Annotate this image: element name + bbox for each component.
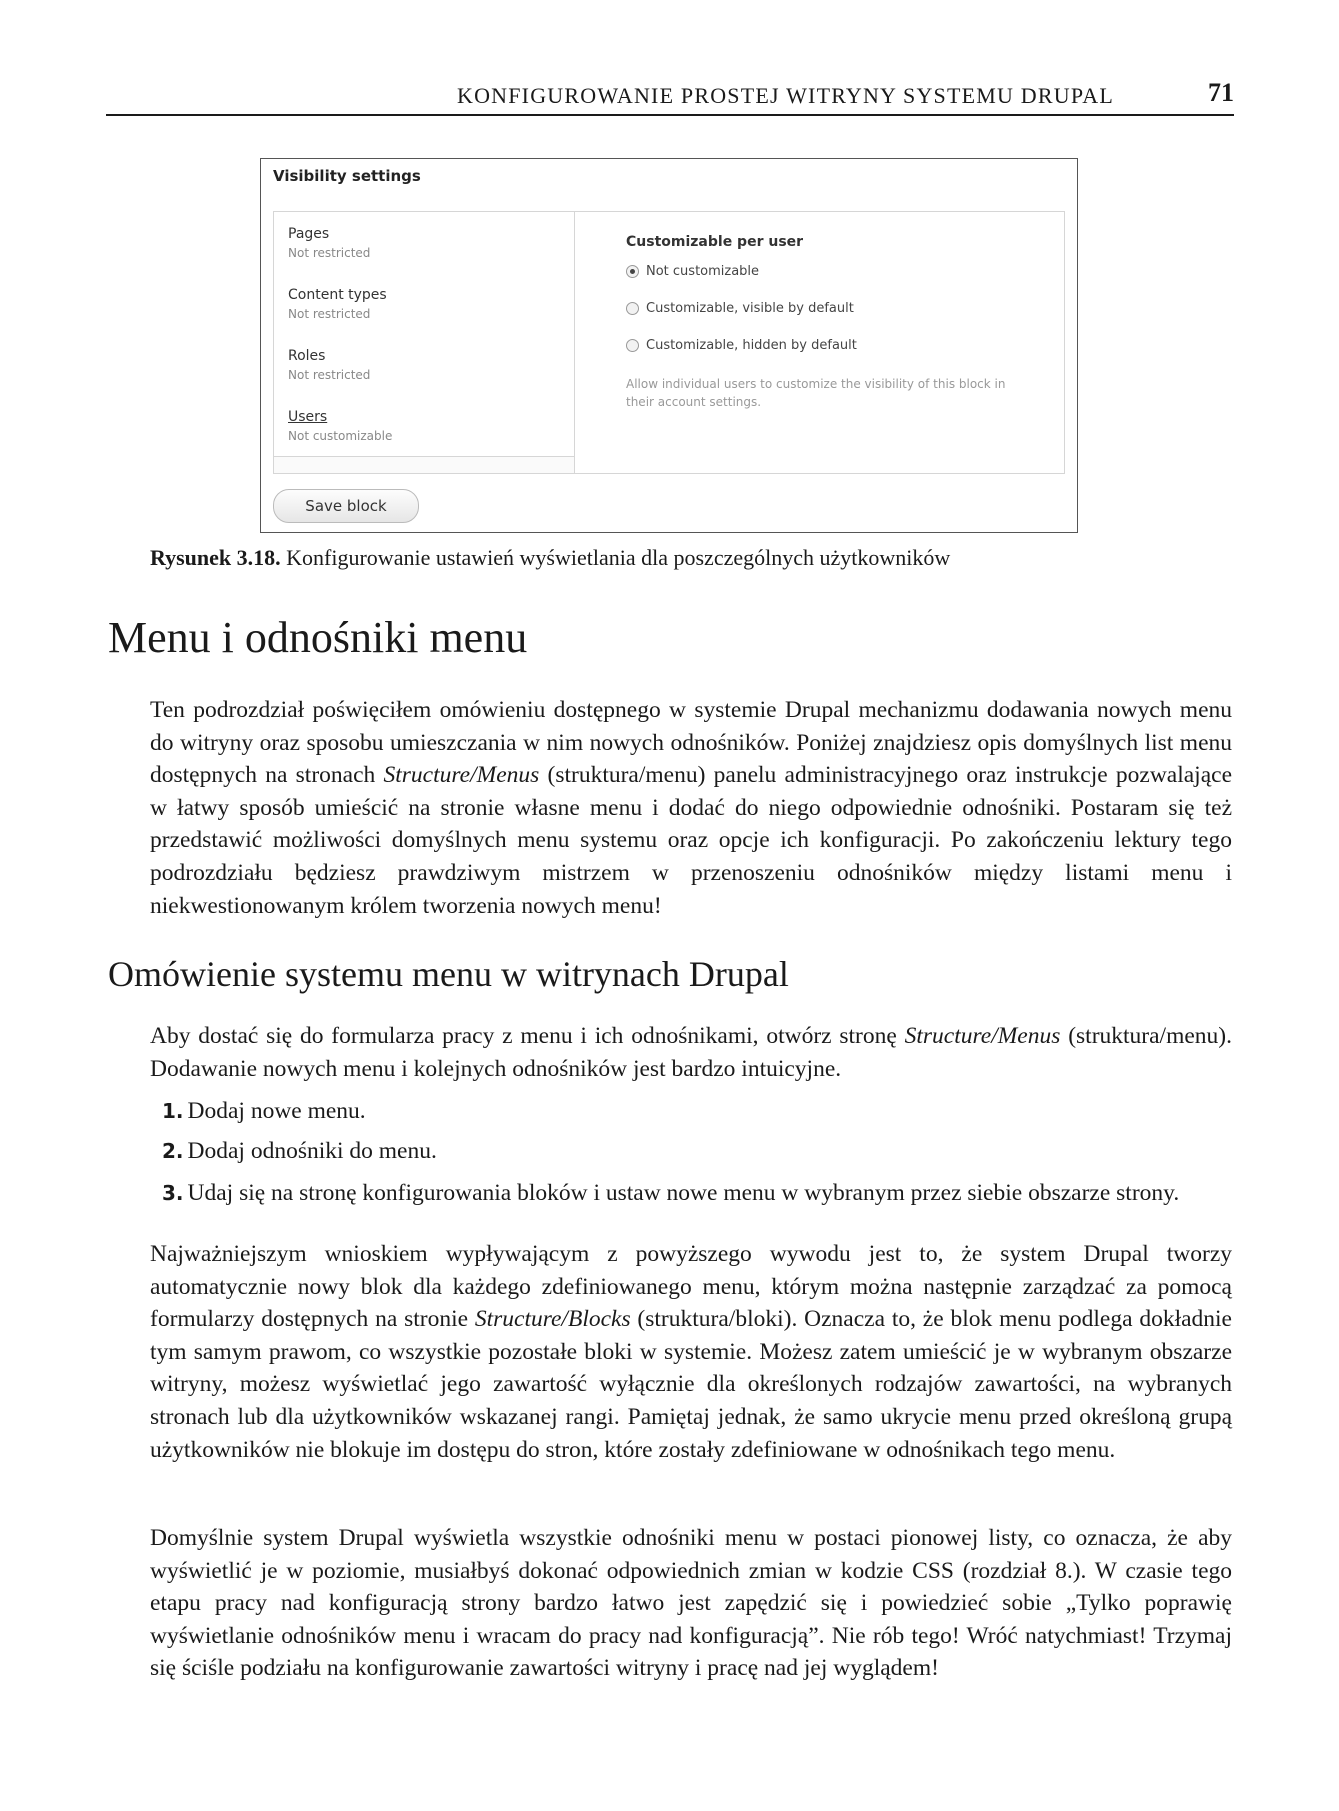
list-item <box>162 1098 366 1125</box>
tab-roles[interactable] <box>274 334 574 396</box>
radio-hidden-by-default[interactable] <box>626 338 1046 375</box>
tab-pages[interactable] <box>274 212 574 274</box>
list-item-number: 1. <box>162 1099 184 1123</box>
list-item <box>162 1180 1179 1207</box>
radio-not-customizable[interactable] <box>626 264 1046 301</box>
subsection-intro-paragraph: Aby dostać się do formularza pracy z menu i ich odnośnikami, otwórz stronę Structure/Menus (struktura/menu). Dodawanie nowych menu i kolejnych odnośników jest bardzo intuicyjne. <box>150 1023 1232 1082</box>
radio-button[interactable] <box>626 302 639 315</box>
tab-summary: Not customizable <box>288 429 393 443</box>
caption-label: Rysunek 3.18. <box>150 545 281 570</box>
tab-summary: Not restricted <box>288 307 371 321</box>
radio-label: Customizable, hidden by default <box>646 338 857 353</box>
list-item-text: Dodaj nowe menu. <box>187 1098 366 1124</box>
tab-summary: Not restricted <box>288 246 371 260</box>
vertical-tabs <box>273 211 1065 474</box>
tab-users[interactable] <box>274 395 574 457</box>
list-item-number: 3. <box>162 1181 184 1205</box>
subsection-title: Omówienie systemu menu w witrynach Drupal <box>108 954 789 994</box>
pane-description: Allow individual users to customize the visibility of this block in their account settings. <box>626 377 1006 409</box>
caption-text: Konfigurowanie ustawień wyświetlania dla poszczególnych użytkowników <box>286 545 951 570</box>
figure-caption <box>150 545 950 571</box>
save-block-button[interactable]: Save block <box>273 489 419 523</box>
page-header <box>106 78 1234 116</box>
section-title: Menu i odnośniki menu <box>108 613 528 662</box>
page-number: 71 <box>1208 78 1234 107</box>
list-item-text: Udaj się na stronę konfigurowania bloków i ustaw nowe menu w wybranym przez siebie obszarze strony. <box>187 1180 1180 1206</box>
radio-button[interactable] <box>626 265 639 278</box>
radio-label: Customizable, visible by default <box>646 301 854 316</box>
tab-content-types[interactable] <box>274 273 574 335</box>
radio-label: Not customizable <box>646 264 760 279</box>
figure-screenshot <box>260 158 1078 533</box>
pane-title: Customizable per user <box>626 234 804 250</box>
tab-summary: Not restricted <box>288 368 371 382</box>
tab-title: Content types <box>288 287 387 303</box>
tab-pane-users <box>626 234 1046 411</box>
tab-title: Pages <box>288 226 330 242</box>
radio-visible-by-default[interactable] <box>626 301 1046 338</box>
blocks-paragraph: Najważniejszym wnioskiem wypływającym z powyższego wywodu jest to, że system Drupal tworzy automatycznie nowy blok dla każdego zdefiniowanego menu, którym można następnie zarządzać za pomocą formularzy dostępnych na stronie Structure/Blocks (struktura/bloki). Oznacza to, że blok menu podlega dokładnie tym samym prawom, co wszystkie pozostałe bloki w systemie. Możesz zatem umieścić je w wybranym obszarze witryny, możesz wyświetlać jego zawartość wyłącznie dla określonych rodzajów zawartości, na wybranych stronach lub dla użytkowników wskazanej rangi. Pamiętaj jednak, że samo ukrycie menu przed określoną grupą użytkowników nie blokuje im dostępu do stron, które zostały zdefiniowane w odnośnikach tego menu. <box>150 1241 1232 1463</box>
running-title: KONFIGUROWANIE PROSTEJ WITRYNY SYSTEMU DRUPAL <box>456 83 1114 108</box>
radio-button[interactable] <box>626 339 639 352</box>
css-paragraph: Domyślnie system Drupal wyświetla wszystkie odnośniki menu w postaci pionowej listy, co oznacza, że aby wyświetlić je w poziomie, musiałbyś dokonać odpowiednich zmian w kodzie CSS (rozdział 8.). W czasie tego etapu pracy nad konfiguracją strony bardzo łatwo jest zapędzić się i powiedzieć sobie „Tylko poprawię wyświetlanie odnośników menu i wracam do pracy nad konfiguracją”. Nie rób tego! Wróć natychmiast! Trzymaj się ściśle podziału na konfigurowanie zawartości witryny i pracę nad jej wyglądem! <box>150 1525 1232 1682</box>
list-item-text: Dodaj odnośniki do menu. <box>187 1138 437 1164</box>
list-item-number: 2. <box>162 1139 184 1163</box>
tab-title: Users <box>288 409 328 425</box>
tab-title: Roles <box>288 348 326 364</box>
vertical-tabs-list <box>274 212 575 473</box>
list-item <box>162 1138 437 1165</box>
fieldset-title: Visibility settings <box>273 167 421 185</box>
intro-paragraph: Ten podrozdział poświęciłem omówieniu dostępnego w systemie Drupal mechanizmu dodawania nowych menu do witryny oraz sposobu umieszczania w nim nowych odnośników. Poniżej znajdziesz opis domyślnych list menu dostępnych na stronach Structure/Menus (struktura/menu) panelu administracyjnego oraz instrukcje pozwalające w łatwy sposób umieścić na stronie własne menu i dodać do niego odpowiednie odnośniki. Postaram się też przedstawić możliwości domyślnych menu systemu oraz opcje ich konfiguracji. Po zakończeniu lektury tego podrozdziału będziesz prawdziwym mistrzem w przenoszeniu odnośników między listami menu i niekwestionowanym królem tworzenia nowych menu! <box>150 697 1232 919</box>
